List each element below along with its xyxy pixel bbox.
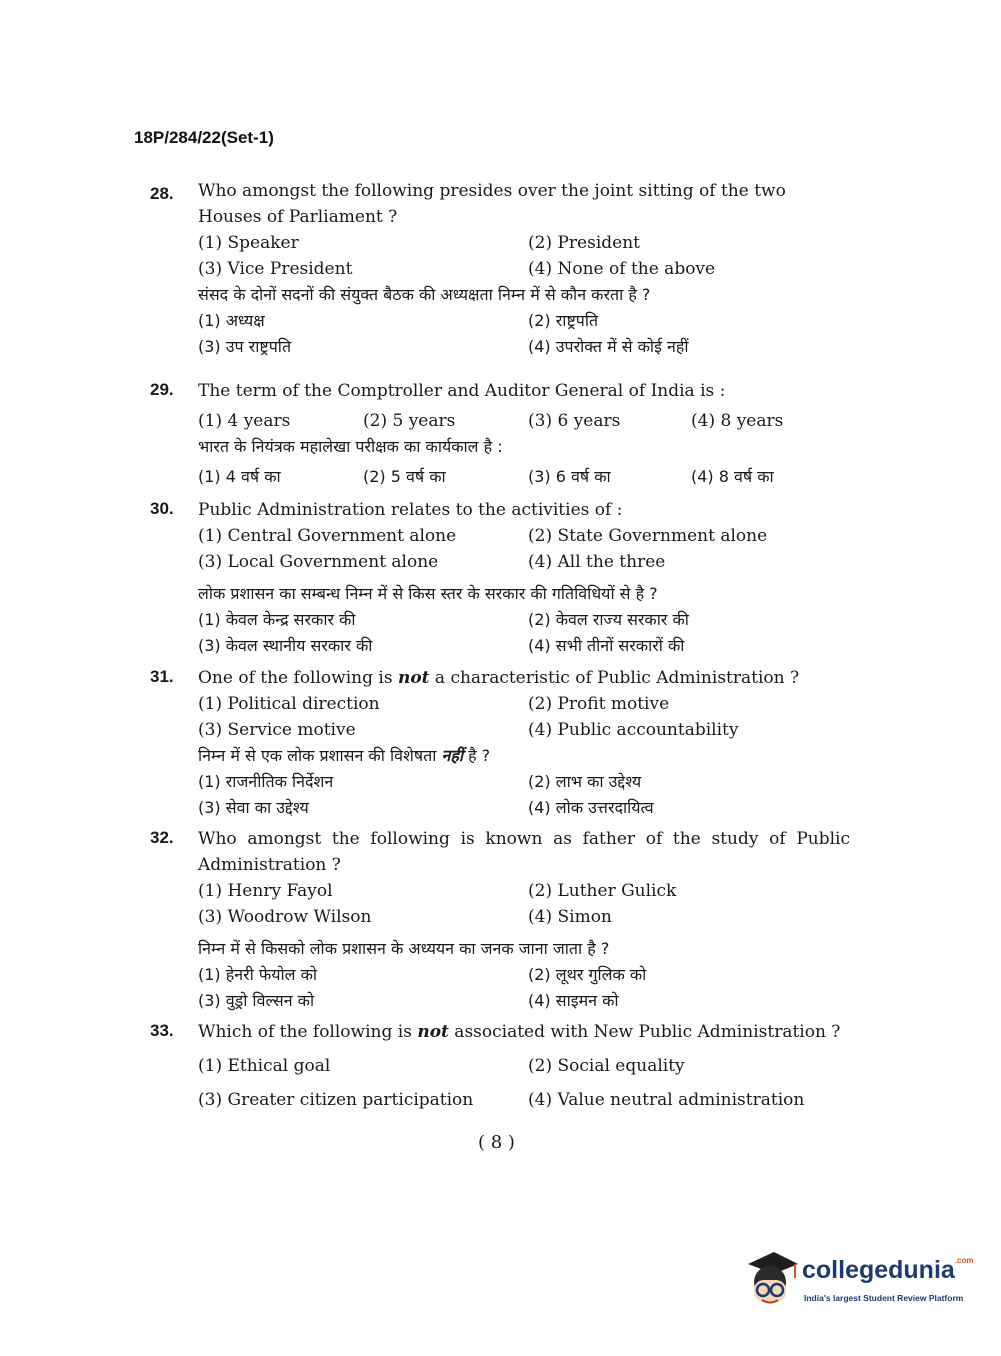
option: (1) Speaker [198,233,299,253]
option: (2) लाभ का उद्देश्य [528,772,642,791]
option: (3) केवल स्थानीय सरकार की [198,636,373,655]
question-number: 32. [150,828,174,847]
option: (3) Local Government alone [198,552,439,572]
option: (1) केवल केन्द्र सरकार की [198,610,356,629]
option: (2) Luther Gulick [528,881,677,901]
options-row-hi [198,334,850,360]
question-number: 33. [150,1021,174,1040]
option: (4) Value neutral administration [528,1090,805,1110]
question-text-en [198,1019,850,1045]
option: (2) लूथर गुलिक को [528,965,647,984]
options-row [198,523,850,549]
option: (4) All the three [528,552,666,572]
option: (1) हेनरी फेयोल को [198,965,318,984]
option: (2) केवल राज्य सरकार की [528,610,689,629]
option: (3) सेवा का उद्देश्य [198,798,309,817]
options-row [198,1053,850,1079]
options-row [198,717,850,743]
options-row [198,878,850,904]
option: (3) 6 वर्ष का [528,467,611,486]
option: (4) Public accountability [528,720,739,740]
question-number: 31. [150,667,174,686]
question-32 [150,826,850,1014]
options-row-hi [198,988,850,1014]
option: (1) Henry Fayol [198,881,333,901]
option: (4) None of the above [528,259,716,279]
question-number: 30. [150,499,174,518]
question-text-part: निम्न में से एक लोक प्रशासन की विशेषता [198,746,442,765]
options-row [198,230,850,256]
options-row [198,256,850,282]
question-number: 28. [150,184,174,203]
option: (1) अध्यक्ष [198,311,265,330]
option: (2) State Government alone [528,526,768,546]
question-text-hi: संसद के दोनों सदनों की संयुक्त बैठक की अध्यक्षता निम्न में से कौन करता है ? [198,285,651,304]
option: (3) Greater citizen participation [198,1090,474,1110]
option: (4) उपरोक्त में से कोई नहीं [528,337,689,356]
question-text-part: One of the following is [198,668,398,688]
option: (3) Service motive [198,720,356,740]
question-33 [150,1019,850,1113]
question-30 [150,497,850,659]
option: (2) President [528,233,640,253]
question-number: 29. [150,380,174,399]
option: (3) उप राष्ट्रपति [198,337,292,356]
option: (4) Simon [528,907,612,927]
option: (1) 4 वर्ष का [198,467,281,486]
option: (2) राष्ट्रपति [528,311,599,330]
question-text-hi [198,743,850,769]
option: (1) राजनीतिक निर्देशन [198,772,334,791]
option: (4) 8 वर्ष का [691,467,774,486]
question-text-hi: निम्न में से किसको लोक प्रशासन के अध्ययन का जनक जाना जाता है ? [198,939,610,958]
question-text-en [198,665,850,691]
page-number: ( 8 ) [478,1132,515,1153]
question-text-part: associated with New Public Administration ? [448,1022,841,1042]
question-31 [150,665,850,821]
logo-suffix: .com [954,1256,974,1265]
option: (4) लोक उत्तरदायित्व [528,798,654,817]
option: (1) Central Government alone [198,526,457,546]
option: (2) 5 years [363,411,456,431]
question-text-hi: भारत के नियंत्रक महालेखा परीक्षक का कार्यकाल है : [198,437,503,456]
option: (3) Woodrow Wilson [198,907,372,927]
option: (1) Ethical goal [198,1056,331,1076]
option: (4) सभी तीनों सरकारों की [528,636,685,655]
negation-emphasis: not [417,1022,449,1042]
logo-tagline: India's largest Student Review Platform [804,1293,964,1303]
options-row [198,549,850,575]
question-text-en: Who amongst the following presides over the joint sitting of the two Houses of Parliament ? [198,181,786,227]
option: (1) Political direction [198,694,380,714]
logo-name: collegedunia [802,1256,955,1284]
option: (2) Social equality [528,1056,685,1076]
options-row [198,1087,850,1113]
options-row-hi [198,464,850,490]
option: (2) Profit motive [528,694,670,714]
question-29 [150,378,850,490]
options-row-hi [198,607,850,633]
options-row [198,408,850,434]
option: (4) साइमन को [528,991,619,1010]
option: (3) Vice President [198,259,353,279]
option: (1) 4 years [198,411,291,431]
question-text-en: Public Administration relates to the activities of : [198,500,623,520]
question-text-part: Which of the following is [198,1022,418,1042]
options-row [198,904,850,930]
question-text-en: Who amongst the following is known as father of the study of Public Administration ? [198,829,850,875]
options-row [198,691,850,717]
options-row-hi [198,795,850,821]
mascot-icon [742,1250,800,1312]
option: (4) 8 years [691,411,784,431]
option: (3) वुड्रो विल्सन को [198,991,315,1010]
question-28 [150,178,850,360]
question-text-part: है ? [463,746,491,765]
negation-emphasis: not [397,668,430,688]
question-text-part: a characteristic of Public Administration ? [429,668,800,688]
collegedunia-logo [742,1250,972,1312]
logo-wordmark [802,1256,973,1285]
options-row-hi [198,633,850,659]
question-text-hi: लोक प्रशासन का सम्बन्ध निम्न में से किस स्तर के सरकार की गतिविधियों से है ? [198,584,658,603]
options-row-hi [198,962,850,988]
question-text-en: The term of the Comptroller and Auditor General of India is : [198,381,726,401]
option: (2) 5 वर्ष का [363,467,446,486]
paper-code: 18P/284/22(Set-1) [134,128,274,147]
options-row-hi [198,308,850,334]
options-row-hi [198,769,850,795]
negation-emphasis: नहीं [441,746,464,765]
option: (3) 6 years [528,411,621,431]
